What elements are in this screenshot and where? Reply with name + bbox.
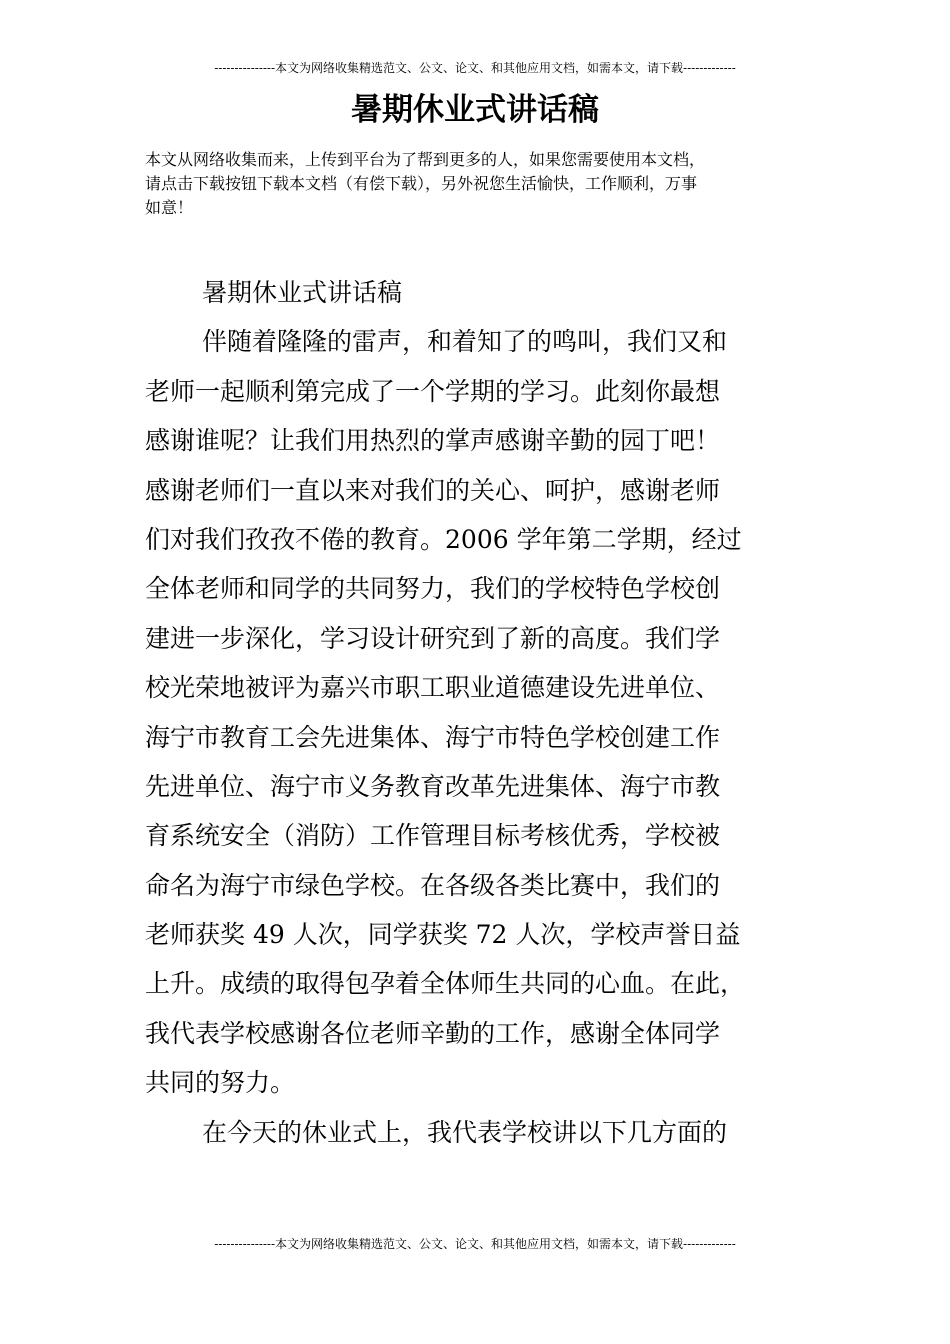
header-banner: ---------------本文为网络收集精选范文、公文、论文、和其他应用文档，如需本文，请下载------------- — [214, 61, 736, 75]
body-line: 在今天的休业式上，我代表学校讲以下几方面的 — [202, 1117, 728, 1147]
notice-line: 如意！ — [145, 198, 194, 217]
document-title: 暑期休业式讲话稿 — [351, 92, 599, 128]
body-line: 老师获奖 49 人次，同学获奖 72 人次，学校声誉日益 — [145, 920, 741, 950]
notice-line: 本文从网络收集而来，上传到平台为了帮到更多的人，如果您需要使用本文档， — [145, 150, 706, 169]
body-line: 我代表学校感谢各位老师辛勤的工作，感谢全体同学 — [145, 1018, 721, 1048]
body-line: 上升。成绩的取得包孕着全体师生共同的心血。在此， — [145, 969, 746, 999]
body-line: 感谢谁呢？让我们用热烈的掌声感谢辛勤的园丁吧！ — [145, 426, 721, 456]
body-line: 命名为海宁市绿色学校。在各级各类比赛中，我们的 — [145, 870, 721, 900]
body-line: 育系统安全（消防）工作管理目标考核优秀，学校被 — [145, 821, 721, 851]
body-line: 先进单位、海宁市义务教育改革先进集体、海宁市教 — [145, 771, 721, 801]
body-line: 建进一步深化，学习设计研究到了新的高度。我们学 — [145, 623, 721, 653]
notice-line: 请点击下载按钮下载本文档（有偿下载），另外祝您生活愉快，工作顺利，万事 — [145, 174, 698, 193]
body-line: 们对我们孜孜不倦的教育。2006 学年第二学期，经过 — [145, 524, 742, 554]
body-subtitle: 暑期休业式讲话稿 — [202, 278, 403, 307]
download-notice — [145, 148, 810, 220]
body-line: 海宁市教育工会先进集体、海宁市特色学校创建工作 — [145, 722, 721, 752]
body-line: 校光荣地被评为嘉兴市职工职业道德建设先进单位、 — [145, 673, 721, 703]
body-line: 共同的努力。 — [145, 1068, 296, 1098]
footer-banner: ---------------本文为网络收集精选范文、公文、论文、和其他应用文档，如需本文，请下载------------- — [214, 1237, 736, 1251]
body-line: 伴随着隆隆的雷声，和着知了的鸣叫，我们又和 — [202, 327, 728, 357]
body-line: 老师一起顺利第完成了一个学期的学习。此刻你最想 — [145, 376, 721, 406]
speech-body — [145, 268, 815, 1157]
body-line: 感谢老师们一直以来对我们的关心、呵护，感谢老师 — [145, 475, 721, 505]
body-line: 全体老师和同学的共同努力，我们的学校特色学校创 — [145, 574, 721, 604]
